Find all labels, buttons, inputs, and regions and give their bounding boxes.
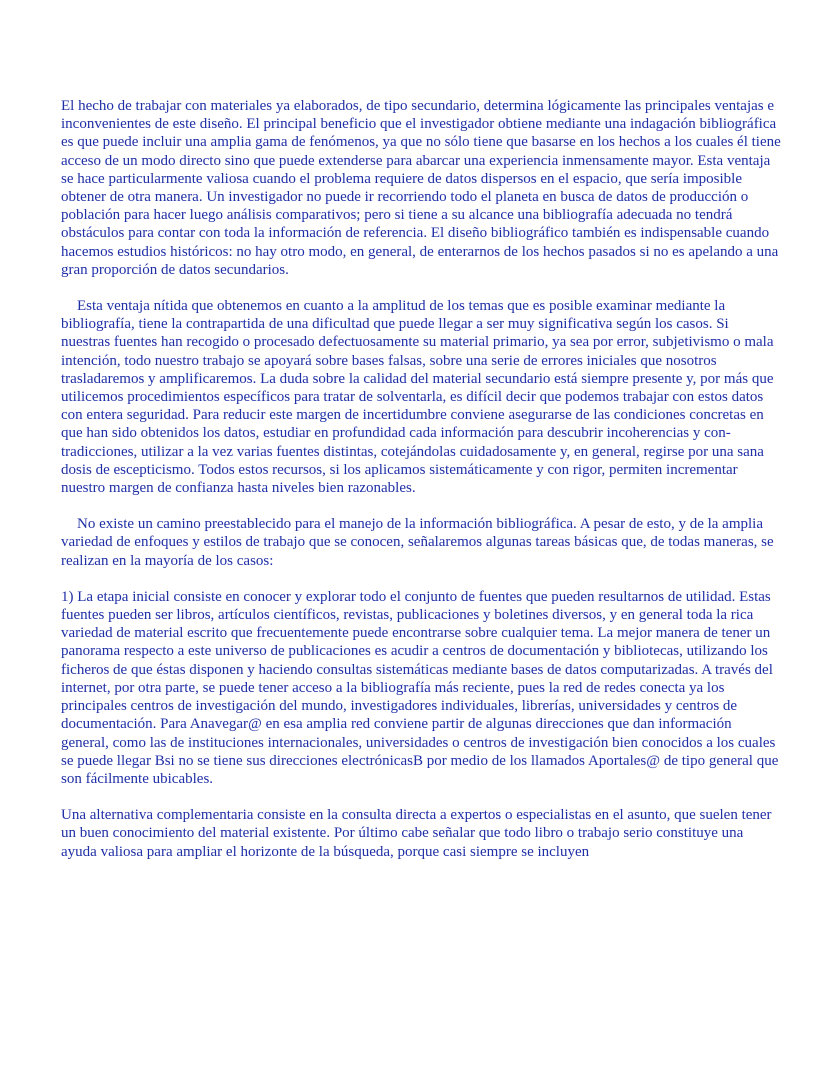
- paragraph-spacer: [61, 279, 781, 297]
- paragraph-design-advantages: El hecho de trabajar con materiales ya elaborados, de tipo secundario, determina lógicamente las principales ventajas e inconvenientes de este diseño. El principal beneficio que el investigador obtiene mediante una indagación bibliográfica es que puede incluir una amplia gama de fenómenos, ya que no sólo tiene que basarse en los hechos a los cuales él tiene acceso de un modo directo sino que puede extenderse para abarcar una experiencia inmensamente mayor. Esta ventaja se hace particularmente valiosa cuando el problema requiere de datos dispersos en el espacio, que sería imposible obtener de otra manera. Un investigador no puede ir recorriendo todo el planeta en busca de datos de producción o población para hacer luego análisis comparativos; pero si tiene a su alcance una bibliografía adecuada no tendrá obstáculos para contar con toda la información de referencia. El diseño bibliográfico también es indispensable cuando hacemos estudios históricos: no hay otro modo, en general, de enterarnos de los hechos pasados si no es apelando a una gran proporción de datos secundarios.: [61, 98, 781, 278]
- paragraph-basic-tasks: No existe un camino preestablecido para el manejo de la información bibliográfica. A pesar de esto, y de la amplia variedad de enfoques y estilos de trabajo que se conocen, señalaremos algunas tareas básicas que, de todas maneras, se realizan en la mayoría de los casos:: [61, 516, 774, 569]
- paragraph-spacer: [61, 570, 781, 588]
- paragraph-spacer: [61, 497, 781, 515]
- paragraph-source-quality: Esta ventaja nítida que obtenemos en cuanto a la amplitud de los temas que es posible examinar mediante la bibliografía, tiene la contrapartida de una dificultad que puede llegar a ser muy significativa según los casos. Si nuestras fuentes han recogido o procesado defectuosamente su material primario, ya sea por error, subjetivismo o mala intención, todo nuestro trabajo se apoyará sobre bases falsas, sobre una serie de errores iniciales que nosotros trasladaremos y amplificaremos. La duda sobre la calidad del material secundario está siempre presente y, por más que utilicemos procedimientos específicos para tratar de solventarla, es difícil decir que podemos trabajar con estos datos con entera seguridad. Para reducir este margen de incertidumbre conviene asegurarse de las condiciones concretas en que han sido obtenidos los datos, estudiar en profundidad cada información para descubrir incoherencias y con- tradicciones, utilizar a la vez varias fuentes distintas, cotejándolas cuidadosamente y, en general, regirse por una sana dosis de escepticismo. Todos estos recursos, si los aplicamos sistemáticamente y con rigor, permiten incrementar nuestro margen de confianza hasta niveles bien razonables.: [61, 298, 774, 497]
- document-page: [61, 97, 781, 861]
- paragraph-expert-consultation: Una alternativa complementaria consiste en la consulta directa a expertos o especialistas en el asunto, que suelen tener un buen conocimiento del material existente. Por último cabe señalar que todo libro o trabajo serio constituye una ayuda valiosa para ampliar el horizonte de la búsqueda, porque casi siempre se incluyen: [61, 807, 772, 860]
- paragraph-initial-stage: 1) La etapa inicial consiste en conocer y explorar todo el conjunto de fuentes que pueden resultarnos de utilidad. Estas fuentes pueden ser libros, artículos científicos, revistas, publicaciones y boletines diversos, y en general toda la rica variedad de material escrito que frecuentemente puede encontrarse sobre cualquier tema. La mejor manera de tener un panorama respecto a este universo de publicaciones es acudir a centros de documentación y bibliotecas, utilizando los ficheros de que éstas disponen y haciendo consultas sistemáticas mediante bases de datos computarizadas. A través del internet, por otra parte, se puede tener acceso a la bibliografía más reciente, pues la red de redes conecta ya los principales centros de investigación del mundo, investigadores individuales, librerías, universidades y centros de documentación. Para Anavegar@ en esa amplia red conviene partir de algunas direcciones que dan información general, como las de instituciones internacionales, universidades o centros de investigación bien conocidos a los cuales se puede llegar Bsi no se tiene sus direcciones electrónicasB por medio de los llamados Aportales@ de tipo general que son fácilmente ubicables.: [61, 588, 779, 787]
- paragraph-spacer: [61, 788, 781, 806]
